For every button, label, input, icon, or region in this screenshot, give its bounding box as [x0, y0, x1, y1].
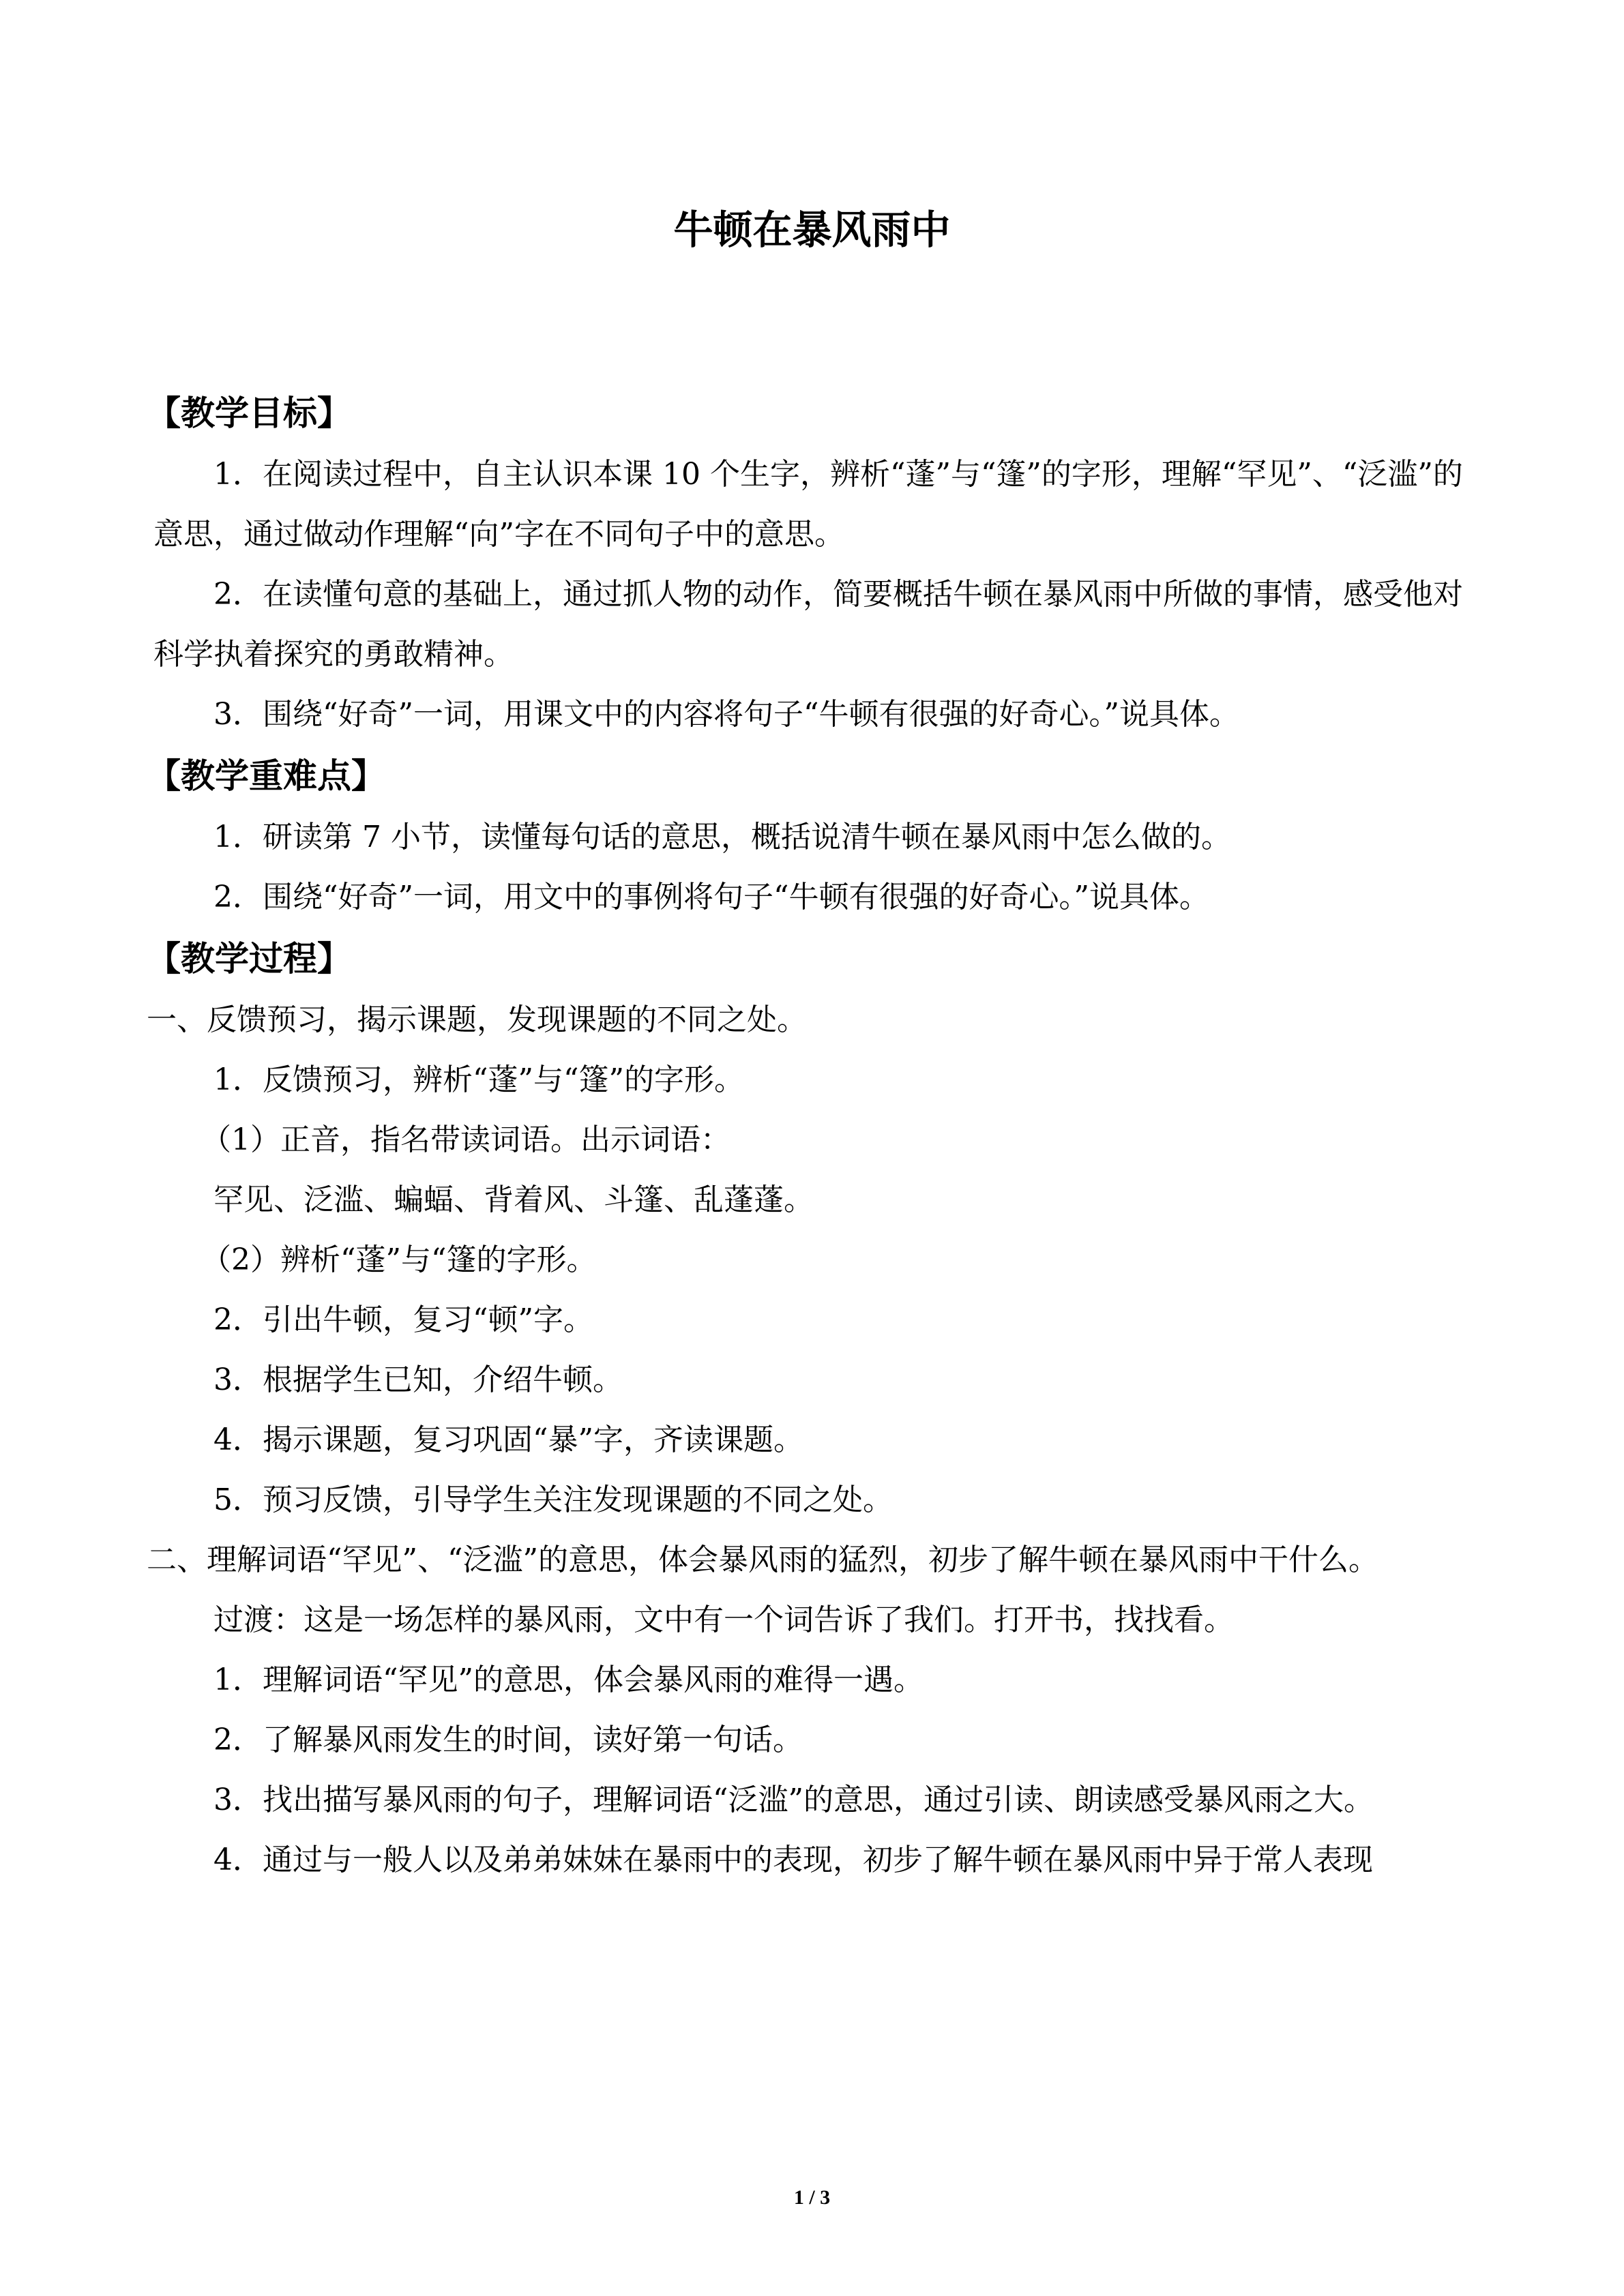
process-part1-step1-a: （1）正音，指名带读词语。出示词语：: [201, 1122, 730, 1157]
vocab-list: 罕见、泛滥、蝙蝠、背着风、斗篷、乱蓬蓬。: [213, 1182, 814, 1217]
process-part2-transition: 过渡：这是一场怎样的暴风雨，文中有一个词告诉了我们。打开书，找找看。: [213, 1602, 1234, 1637]
goal-item-3: 3．围绕“好奇”一词，用课文中的内容将句子“牛顿有很强的好奇心。”说具体。: [213, 697, 1239, 732]
process-part2-heading: 二、理解词语“罕见”、“泛滥”的意思，体会暴风雨的猛烈，初步了解牛顿在暴风雨中干什么。: [147, 1542, 1378, 1577]
section-heading-key-points: 【教学重难点】: [147, 756, 385, 796]
process-part1-step2: 2．引出牛顿，复习“顿”字。: [213, 1302, 593, 1337]
document-title: 牛顿在暴风雨中: [673, 207, 951, 253]
document-body: [147, 382, 1483, 1890]
section-heading-process: 【教学过程】: [147, 938, 351, 979]
goal-item-2: 2．在读懂句意的基础上，通过抓人物的动作，简要概括牛顿在暴风雨中所做的事情，感受他对科学执着探究的勇敢精神。: [153, 577, 1463, 672]
section-heading-goals: 【教学目标】: [147, 393, 351, 433]
process-part1-step3: 3．根据学生已知，介绍牛顿。: [213, 1362, 623, 1397]
process-part1-step1: 1．反馈预习，辨析“蓬”与“篷”的字形。: [213, 1062, 744, 1097]
process-part2-step3: 3．找出描写暴风雨的句子，理解词语“泛滥”的意思，通过引读、朗读感受暴风雨之大。: [213, 1783, 1374, 1817]
goal-item-1: 1．在阅读过程中，自主认识本课 10 个生字，辨析“蓬”与“篷”的字形，理解“罕见”、“泛滥”的意思，通过做动作理解“向”字在不同句子中的意思。: [153, 457, 1463, 552]
process-part2-step4: 4．通过与一般人以及弟弟妹妹在暴雨中的表现，初步了解牛顿在暴风雨中异于常人表现: [213, 1843, 1373, 1877]
process-part2-step1: 1．理解词语“罕见”的意思，体会暴风雨的难得一遇。: [213, 1663, 924, 1697]
process-part1-heading: 一、反馈预习，揭示课题，发现课题的不同之处。: [147, 1002, 807, 1037]
process-part1-step4: 4．揭示课题，复习巩固“暴”字，齐读课题。: [213, 1422, 803, 1457]
key-point-item-1: 1．研读第 7 小节，读懂每句话的意思，概括说清牛顿在暴风雨中怎么做的。: [213, 820, 1231, 854]
key-point-item-2: 2．围绕“好奇”一词，用文中的事例将句子“牛顿有很强的好奇心。”说具体。: [213, 880, 1209, 914]
process-part1-step1-b: （2）辨析“蓬”与“篷的字形。: [201, 1242, 597, 1277]
process-part1-step5: 5．预习反馈，引导学生关注发现课题的不同之处。: [213, 1482, 893, 1517]
process-part2-step2: 2．了解暴风雨发生的时间，读好第一句话。: [213, 1723, 803, 1757]
page-indicator: 1 / 3: [793, 2186, 831, 2209]
